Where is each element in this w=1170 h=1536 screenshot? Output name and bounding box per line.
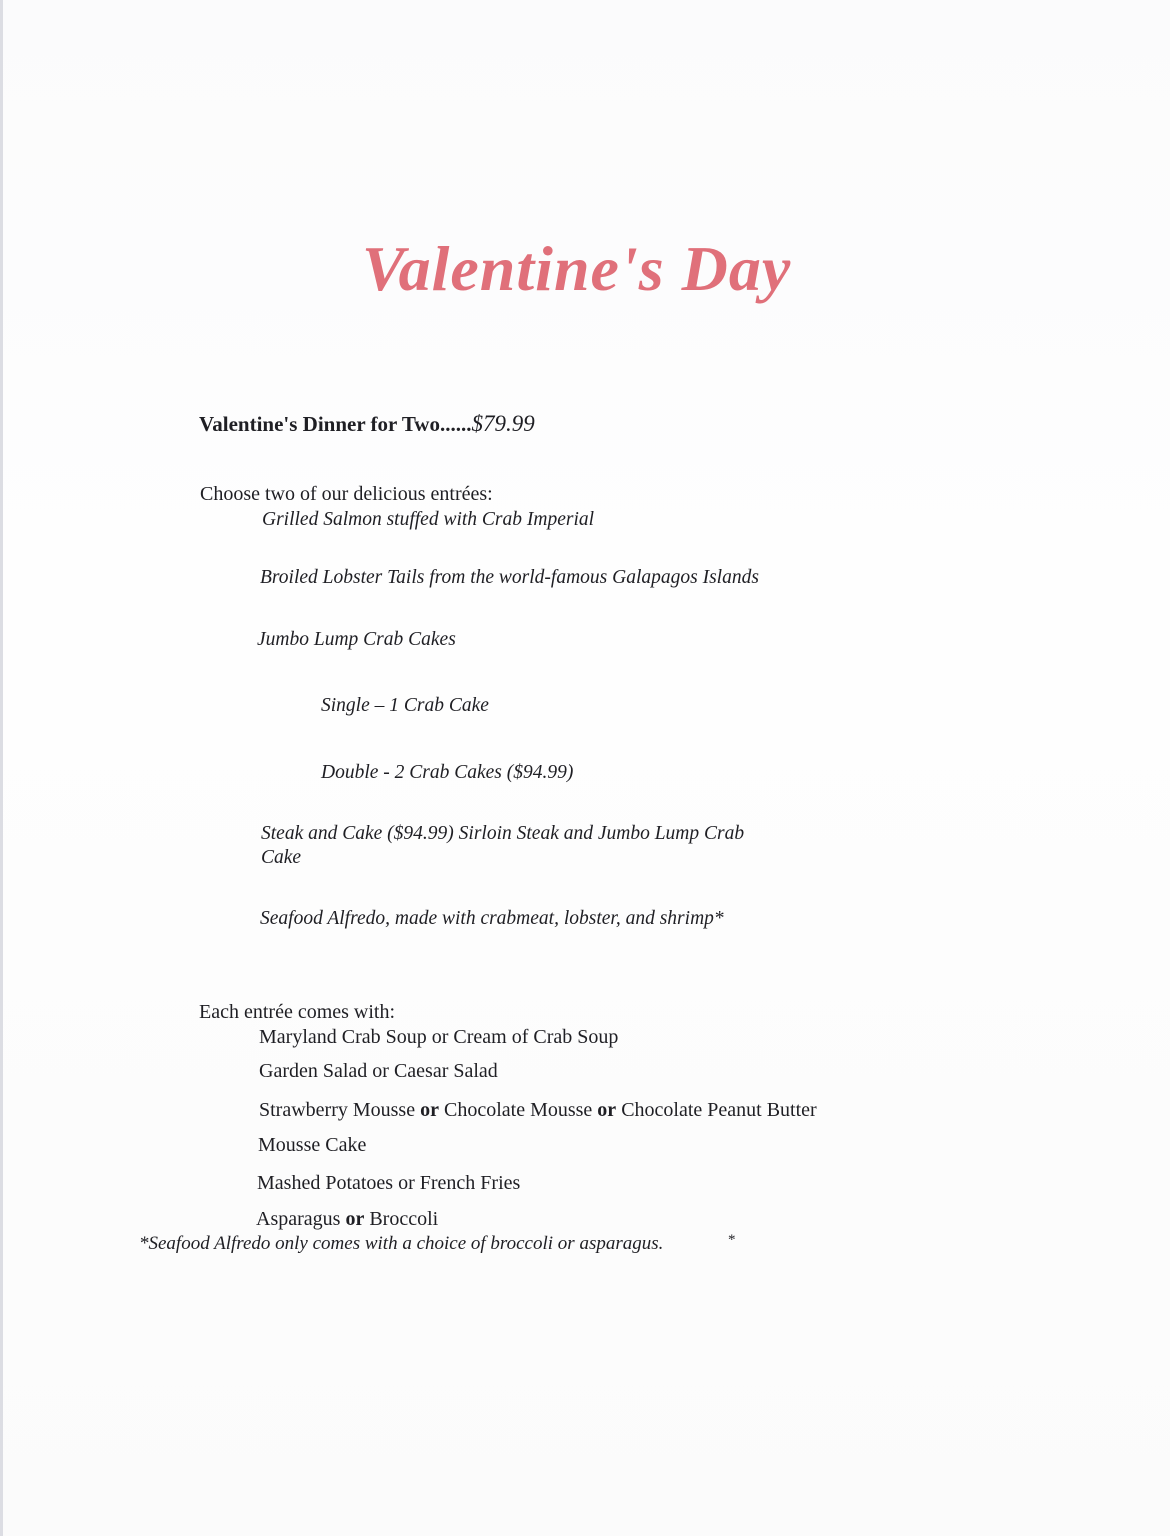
entree-item: Broiled Lobster Tails from the world-famous Galapagos Islands (260, 567, 759, 588)
dessert-option: Chocolate Mousse (438, 1099, 598, 1121)
veg-option: Asparagus (256, 1208, 346, 1230)
side-soup: Maryland Crab Soup or Cream of Crab Soup (259, 1026, 619, 1048)
dessert-option: Chocolate Peanut Butter (616, 1099, 817, 1121)
side-salad: Garden Salad or Caesar Salad (259, 1060, 498, 1082)
entree-item: Grilled Salmon stuffed with Crab Imperial (262, 509, 595, 530)
footnote: *Seafood Alfredo only comes with a choice of broccoli or asparagus. (139, 1233, 664, 1254)
page-edge (0, 0, 3, 1536)
entrees-intro: Choose two of our delicious entrées: (200, 483, 493, 505)
or-separator: or (345, 1208, 365, 1230)
side-dessert-continued: Mousse Cake (258, 1134, 367, 1156)
dessert-option: Strawberry Mousse (259, 1099, 421, 1121)
dinner-price: $79.99 (471, 411, 535, 436)
side-vegetable (256, 1208, 438, 1231)
veg-option: Broccoli (364, 1208, 439, 1230)
entree-item-continued: Cake (261, 847, 302, 868)
side-potatoes: Mashed Potatoes or French Fries (257, 1172, 521, 1194)
entree-item: Jumbo Lump Crab Cakes (257, 629, 456, 650)
side-dessert (259, 1099, 817, 1122)
or-separator: or (597, 1099, 617, 1121)
entree-item: Steak and Cake ($94.99) Sirloin Steak and Jumbo Lump Crab (261, 823, 745, 844)
sides-intro: Each entrée comes with: (199, 1001, 396, 1023)
dinner-offer (199, 411, 535, 437)
dinner-label: Valentine's Dinner for Two...... (199, 412, 472, 436)
footnote-mark: * (728, 1232, 736, 1248)
menu-title: Valentine's Day (362, 233, 792, 304)
entree-subitem: Double - 2 Crab Cakes ($94.99) (321, 762, 574, 783)
or-separator: or (420, 1099, 439, 1121)
entree-subitem: Single – 1 Crab Cake (321, 695, 489, 716)
entree-item: Seafood Alfredo, made with crabmeat, lobster, and shrimp* (260, 908, 724, 929)
